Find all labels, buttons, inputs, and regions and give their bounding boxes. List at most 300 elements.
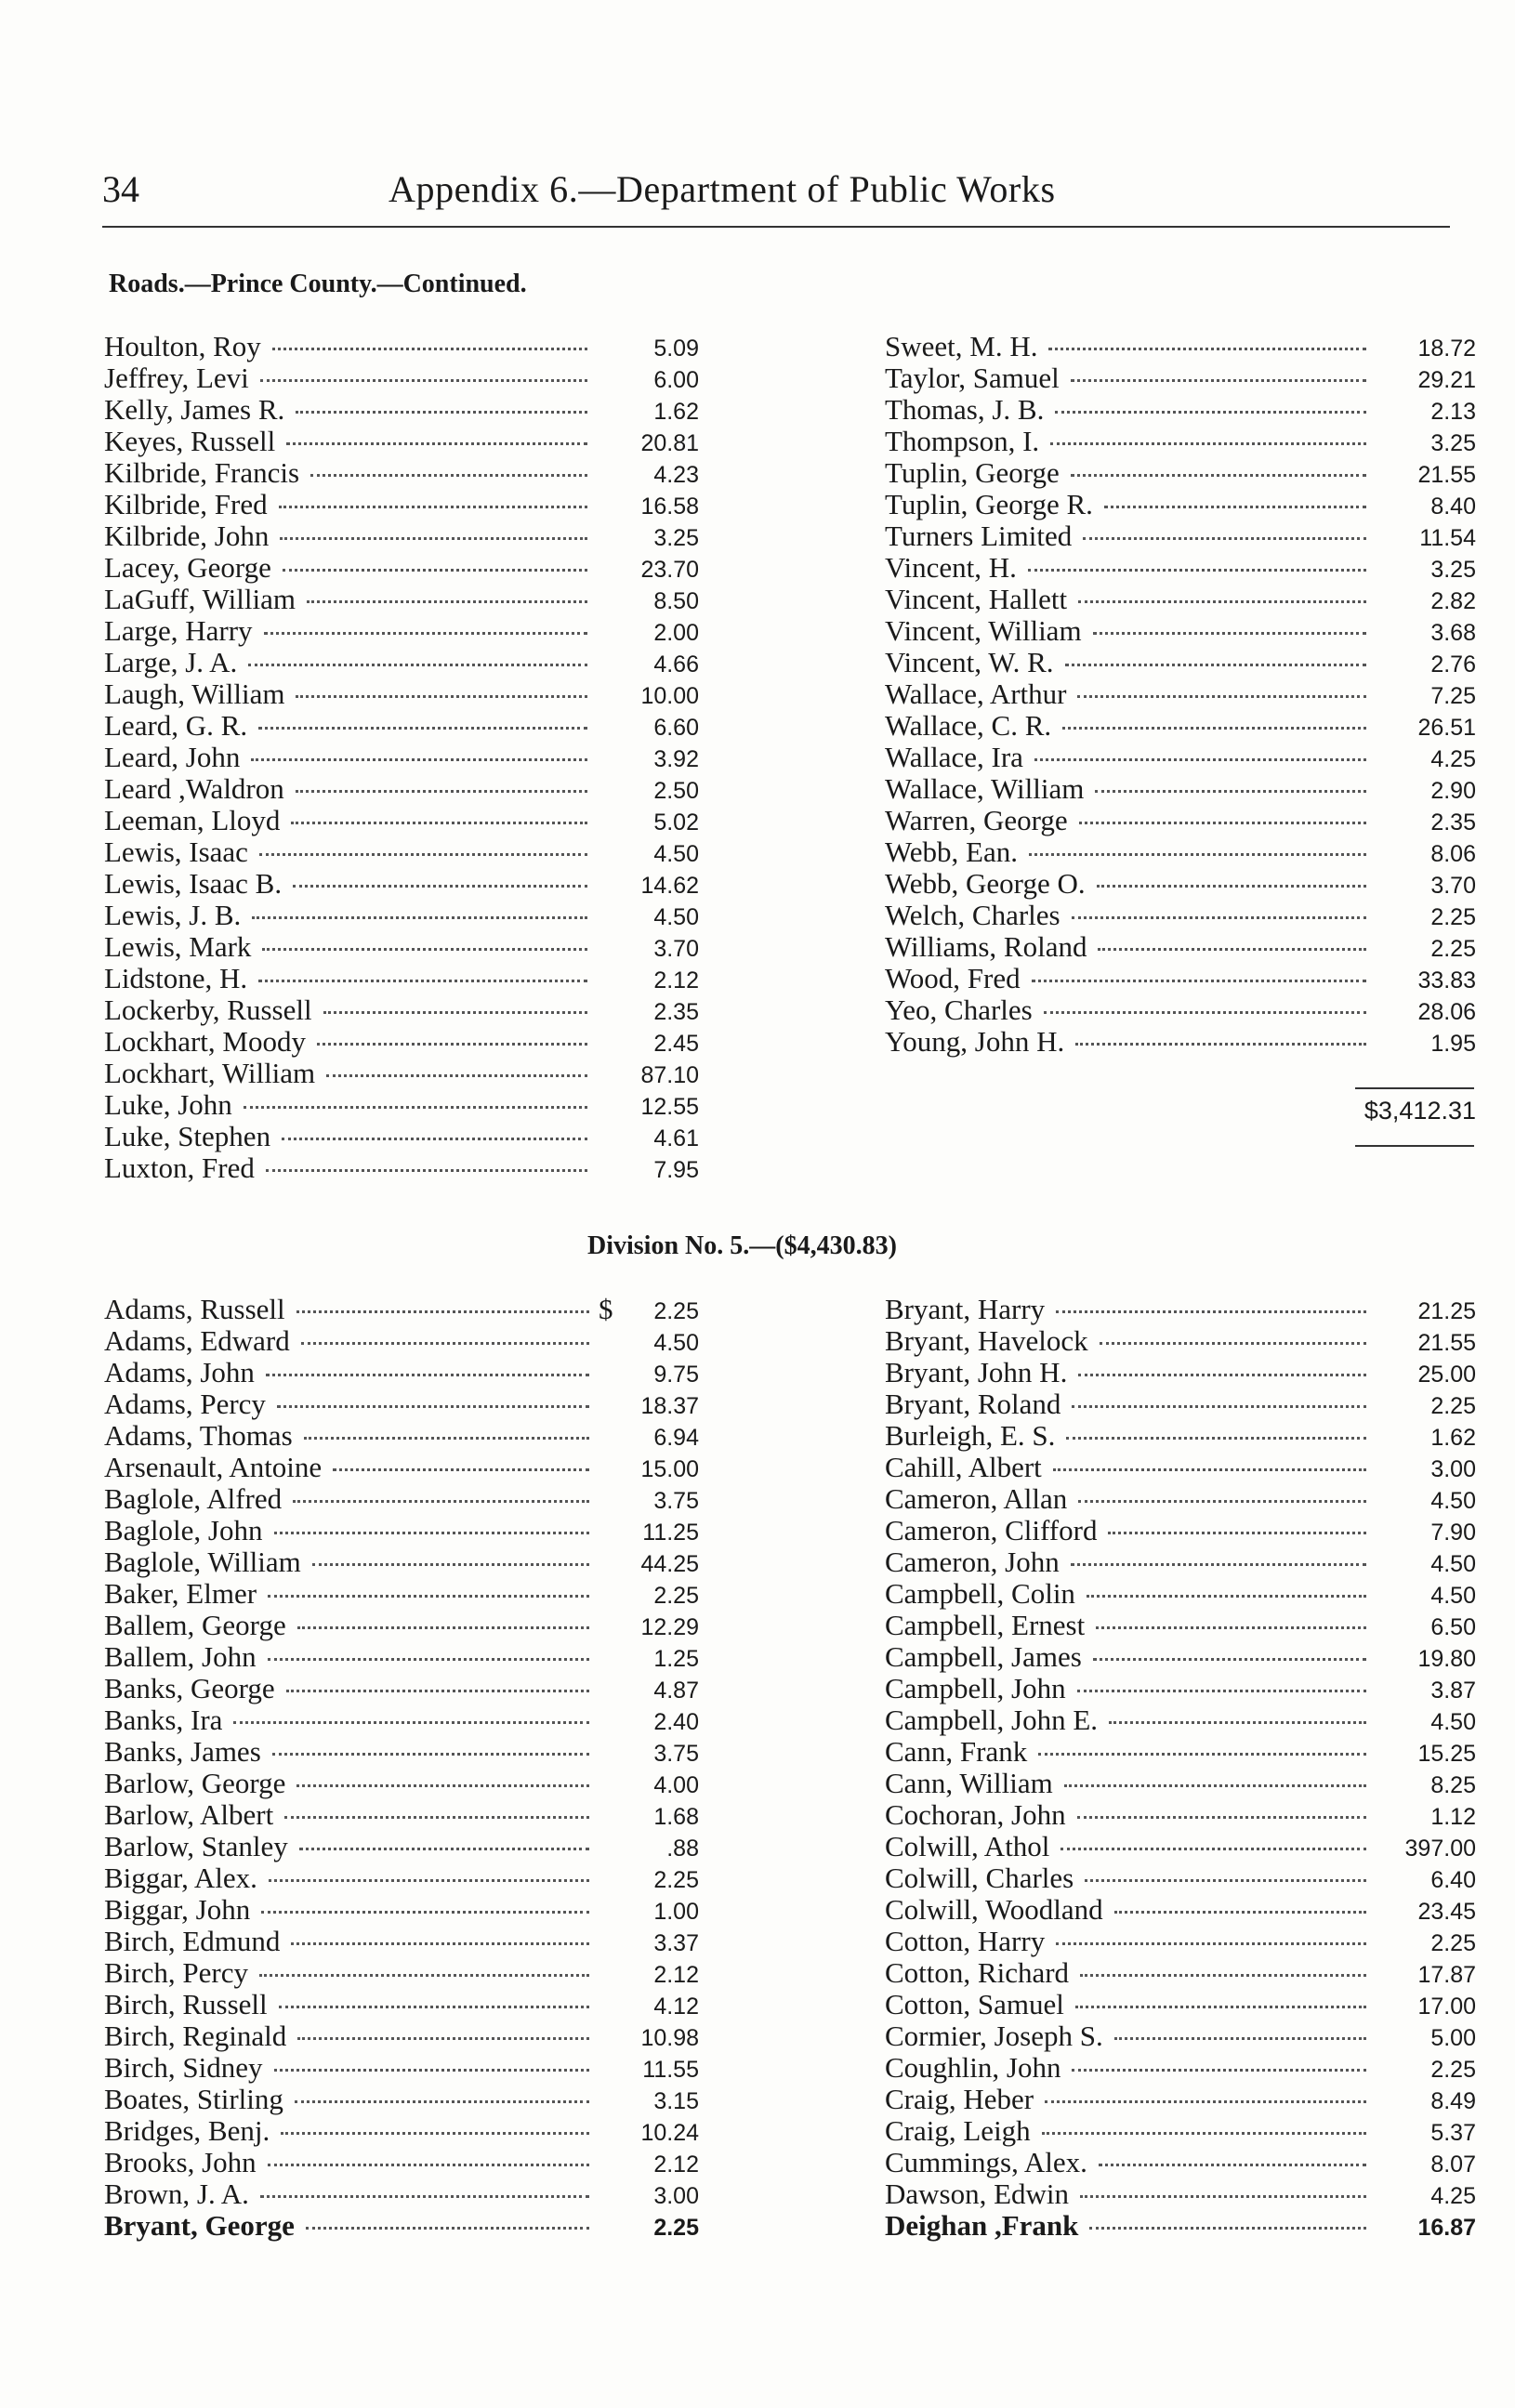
payee-name: Tuplin, George R.: [885, 489, 1093, 520]
dot-leader: [268, 2164, 589, 2166]
payee-name: Lacey, George: [104, 552, 271, 584]
payment-amount: 2.76: [1430, 651, 1476, 678]
payment-amount: 11.25: [642, 1520, 699, 1546]
dot-leader: [1029, 853, 1366, 856]
payment-amount: 1.95: [1430, 1031, 1476, 1057]
list-item: [885, 868, 1476, 900]
list-item: [885, 1294, 1476, 1325]
dot-leader: [272, 348, 587, 350]
payee-name: Young, John H.: [885, 1026, 1065, 1058]
payee-name: Large, J. A.: [104, 647, 238, 678]
list-item: [104, 805, 699, 836]
list-item: [885, 900, 1476, 931]
dot-leader: [280, 537, 587, 540]
list-item: [885, 2084, 1476, 2115]
list-item: [885, 2147, 1476, 2178]
payee-name: Webb, Ean.: [885, 836, 1018, 868]
payment-amount: 3.70: [653, 936, 699, 962]
list-item: [104, 1673, 699, 1704]
dot-leader: [307, 600, 587, 603]
payment-amount: 19.80: [1417, 1646, 1476, 1672]
payment-amount: 10.00: [640, 683, 699, 709]
dot-leader: [251, 758, 587, 761]
payment-amount: 2.40: [653, 1709, 699, 1735]
list-item: [104, 1926, 699, 1957]
list-item: [885, 2020, 1476, 2052]
dot-leader: [1042, 2132, 1366, 2135]
payee-name: Birch, Percy: [104, 1957, 248, 1989]
payee-name: Cann, William: [885, 1768, 1053, 1799]
payee-name: Lewis, Isaac: [104, 836, 248, 868]
payee-name: LaGuff, William: [104, 584, 296, 615]
payee-name: Cameron, Allan: [885, 1483, 1068, 1515]
running-title: Appendix 6.—Department of Public Works: [389, 168, 1056, 210]
list-item: [104, 552, 699, 584]
payee-name: Lockhart, William: [104, 1058, 316, 1089]
dot-leader: [266, 1169, 587, 1172]
list-item: [104, 615, 699, 647]
list-item: [885, 1799, 1476, 1831]
dot-leader: [281, 2132, 589, 2135]
payee-name: Thompson, I.: [885, 426, 1040, 457]
payment-amount: 4.50: [653, 1330, 699, 1356]
dot-leader: [268, 1658, 589, 1661]
payee-name: Dawson, Edwin: [885, 2178, 1070, 2210]
list-item: [885, 1546, 1476, 1578]
dot-leader: [244, 1106, 587, 1109]
list-item: [885, 1325, 1476, 1357]
payment-amount: 18.72: [1417, 336, 1476, 362]
list-item: [104, 1388, 699, 1420]
payment-amount: 8.06: [1430, 841, 1476, 867]
payment-amount: 1.68: [653, 1804, 699, 1830]
list-item: [104, 2115, 699, 2147]
list-item: [885, 1673, 1476, 1704]
list-item: [885, 520, 1476, 552]
list-item: [885, 1026, 1476, 1058]
list-item: [885, 1388, 1476, 1420]
payment-amount: 7.90: [1430, 1520, 1476, 1546]
dot-leader: [1072, 1405, 1366, 1408]
payee-name: Banks, George: [104, 1673, 275, 1704]
payment-amount: 4.25: [1430, 746, 1476, 772]
payee-name: Leard, John: [104, 742, 241, 773]
list-item: [104, 1515, 699, 1546]
dot-leader: [1075, 2006, 1366, 2008]
payment-amount: 2.25: [1430, 936, 1476, 962]
dot-leader: [1072, 2069, 1366, 2072]
list-item: [885, 584, 1476, 615]
list-item: [885, 805, 1476, 836]
payment-amount: 3.92: [653, 746, 699, 772]
list-item: [885, 836, 1476, 868]
list-item: [885, 2178, 1476, 2210]
payment-amount: 2.90: [1430, 778, 1476, 804]
dot-leader: [274, 1532, 590, 1534]
payee-name: Yeo, Charles: [885, 994, 1033, 1026]
dot-leader: [1045, 2100, 1366, 2103]
list-item: [104, 1089, 699, 1121]
dot-leader: [296, 1310, 589, 1313]
dot-leader: [297, 1626, 589, 1629]
payment-amount: 397.00: [1404, 1836, 1476, 1862]
list-item: [104, 1357, 699, 1388]
dot-leader: [291, 822, 587, 824]
payee-name: Kelly, James R.: [104, 394, 285, 426]
payment-amount: 4.00: [653, 1772, 699, 1798]
payee-name: Bryant, John H.: [885, 1357, 1068, 1388]
list-item: [885, 2115, 1476, 2147]
payment-amount: 3.25: [1430, 430, 1476, 456]
list-item: [104, 1546, 699, 1578]
dot-leader: [259, 853, 587, 856]
payee-name: Brooks, John: [104, 2147, 257, 2178]
payee-name: Baker, Elmer: [104, 1578, 257, 1610]
list-item: [885, 963, 1476, 994]
payee-name: Leard, G. R.: [104, 710, 248, 742]
total-rule-top: [1355, 1087, 1474, 1089]
list-item: [104, 584, 699, 615]
payment-amount: 17.00: [1417, 1994, 1476, 2020]
payment-amount: 8.49: [1430, 2088, 1476, 2114]
dot-leader: [1078, 1374, 1366, 1376]
dot-leader: [1075, 1043, 1366, 1046]
dot-leader: [1099, 2164, 1366, 2166]
payee-name: Sweet, M. H.: [885, 331, 1038, 362]
payee-name: Jeffrey, Levi: [104, 362, 249, 394]
payee-name: Laugh, William: [104, 678, 285, 710]
dot-leader: [296, 790, 587, 793]
payment-amount: 28.06: [1417, 999, 1476, 1025]
payment-amount: 15.25: [1417, 1741, 1476, 1767]
dot-leader: [266, 1374, 589, 1376]
dot-leader: [262, 948, 587, 951]
payee-name: Vincent, W. R.: [885, 647, 1054, 678]
list-item: [104, 489, 699, 520]
payment-amount: 20.81: [640, 430, 699, 456]
payee-name: Cann, Frank: [885, 1736, 1028, 1768]
dot-leader: [1077, 695, 1366, 698]
payee-name: Birch, Reginald: [104, 2020, 287, 2052]
list-item: [104, 2084, 699, 2115]
dot-leader: [258, 727, 587, 730]
payee-name: Adams, Edward: [104, 1325, 290, 1357]
payee-name: Barlow, George: [104, 1768, 286, 1799]
dot-leader: [286, 1690, 589, 1692]
payment-amount: 3.70: [1430, 873, 1476, 899]
payee-name: Wallace, C. R.: [885, 710, 1052, 742]
payment-amount: 10.24: [640, 2120, 699, 2146]
list-item: [885, 1831, 1476, 1862]
payee-name: Luke, John: [104, 1089, 232, 1121]
dot-leader: [296, 411, 587, 414]
payee-name: Craig, Leigh: [885, 2115, 1031, 2147]
payment-amount: 5.02: [653, 809, 699, 836]
payment-amount: 7.95: [653, 1157, 699, 1183]
payment-amount: 3.75: [653, 1488, 699, 1514]
payee-name: Campbell, Ernest: [885, 1610, 1086, 1641]
dot-leader: [1055, 411, 1366, 414]
dot-leader: [264, 632, 587, 635]
header-rule: [102, 226, 1450, 228]
payee-name: Houlton, Roy: [104, 331, 261, 362]
payee-name: Cahill, Albert: [885, 1452, 1042, 1483]
dot-leader: [1050, 442, 1366, 445]
payment-amount: 3.15: [653, 2088, 699, 2114]
payment-amount: 1.00: [653, 1899, 699, 1925]
list-item: [885, 1610, 1476, 1641]
list-item: [885, 1515, 1476, 1546]
payee-name: Colwill, Charles: [885, 1862, 1074, 1894]
payment-amount: 5.37: [1430, 2120, 1476, 2146]
payee-name: Banks, James: [104, 1736, 261, 1768]
payee-name: Ballem, John: [104, 1641, 257, 1673]
total-rule-bottom: [1355, 1145, 1474, 1147]
payee-name: Kilbride, John: [104, 520, 270, 552]
payment-amount: 3.25: [653, 525, 699, 551]
dot-leader: [260, 2195, 589, 2198]
payment-amount: 3.75: [653, 1741, 699, 1767]
dot-leader: [1104, 506, 1366, 508]
dot-leader: [284, 1816, 589, 1819]
dot-leader: [1077, 1690, 1366, 1692]
payment-amount: 16.87: [1417, 2215, 1476, 2241]
list-item: [885, 1957, 1476, 1989]
dot-leader: [1100, 1342, 1366, 1345]
payee-name: Warren, George: [885, 805, 1068, 836]
payee-name: Bryant, Roland: [885, 1388, 1061, 1420]
payment-amount: 2.25: [1430, 1393, 1476, 1419]
list-item: [885, 1641, 1476, 1673]
dot-leader: [333, 1468, 589, 1471]
dot-leader: [1071, 474, 1366, 477]
payee-name: Lewis, Mark: [104, 931, 252, 963]
payee-name: Leard ,Waldron: [104, 773, 284, 805]
payee-name: Cameron, John: [885, 1546, 1060, 1578]
payee-name: Deighan ,Frank: [885, 2210, 1079, 2242]
list-item: [885, 552, 1476, 584]
payment-amount: 4.66: [653, 651, 699, 678]
left-column-2: [104, 1294, 699, 2242]
payment-amount: 3.68: [1430, 620, 1476, 646]
section-title: Roads.—Prince County.—Continued.: [109, 270, 527, 298]
list-item: [885, 1926, 1476, 1957]
list-item: [104, 2020, 699, 2052]
list-item: [104, 1058, 699, 1089]
payee-name: Adams, Thomas: [104, 1420, 293, 1452]
dot-leader: [269, 1879, 589, 1882]
dot-leader: [310, 474, 587, 477]
payee-name: Lewis, J. B.: [104, 900, 242, 931]
list-item: [885, 1704, 1476, 1736]
dot-leader: [291, 1942, 589, 1945]
dot-leader: [1098, 948, 1366, 951]
payee-name: Cotton, Harry: [885, 1926, 1046, 1957]
list-item: [885, 710, 1476, 742]
payee-name: Tuplin, George: [885, 457, 1060, 489]
payee-name: Banks, Ira: [104, 1704, 223, 1736]
payment-amount: 2.50: [653, 778, 699, 804]
list-item: [104, 1799, 699, 1831]
dot-leader: [296, 695, 587, 698]
dot-leader: [1056, 1310, 1366, 1313]
payee-name: Cummings, Alex.: [885, 2147, 1087, 2178]
list-item: [885, 1357, 1476, 1388]
list-item: [104, 1483, 699, 1515]
list-item: [104, 1768, 699, 1799]
list-item: [885, 362, 1476, 394]
payee-name: Thomas, J. B.: [885, 394, 1045, 426]
dot-leader: [1083, 537, 1366, 540]
payee-name: Vincent, William: [885, 615, 1082, 647]
list-item: [885, 931, 1476, 963]
list-item: [885, 1452, 1476, 1483]
payment-amount: 2.25: [1430, 904, 1476, 930]
list-item: [104, 457, 699, 489]
dot-leader: [282, 1138, 587, 1140]
dot-leader: [317, 1043, 587, 1046]
payee-name: Brown, J. A.: [104, 2178, 249, 2210]
dot-leader: [252, 916, 587, 919]
list-item: [885, 457, 1476, 489]
dot-leader: [248, 664, 587, 666]
payment-amount: 4.12: [653, 1994, 699, 2020]
dot-leader: [260, 379, 587, 382]
payee-name: Barlow, Albert: [104, 1799, 274, 1831]
dot-leader: [258, 980, 587, 982]
list-item: [885, 1736, 1476, 1768]
dot-leader: [312, 1563, 589, 1566]
dot-leader: [1048, 348, 1366, 350]
list-item: [885, 1578, 1476, 1610]
payee-name: Adams, John: [104, 1357, 255, 1388]
payee-name: Kilbride, Francis: [104, 457, 300, 489]
payment-amount: 4.61: [653, 1125, 699, 1151]
payment-amount: 11.54: [1419, 525, 1476, 551]
list-item: [104, 900, 699, 931]
payment-amount: 2.25: [653, 2215, 699, 2241]
list-item: [104, 710, 699, 742]
payee-name: Wallace, William: [885, 773, 1085, 805]
payment-amount: 33.83: [1417, 967, 1476, 993]
payment-amount: 17.87: [1417, 1962, 1476, 1988]
payee-name: Cotton, Samuel: [885, 1989, 1064, 2020]
dot-leader: [1028, 569, 1366, 572]
list-item: [885, 394, 1476, 426]
dot-leader: [306, 2227, 589, 2230]
payee-name: Lockerby, Russell: [104, 994, 312, 1026]
dot-leader: [1078, 1500, 1366, 1503]
list-item: [104, 331, 699, 362]
payment-amount: .88: [666, 1836, 699, 1862]
dot-leader: [1114, 1911, 1366, 1914]
dot-leader: [1071, 1563, 1366, 1566]
dot-leader: [1034, 758, 1366, 761]
payment-amount: 6.60: [653, 715, 699, 741]
dot-leader: [1062, 727, 1366, 730]
payment-amount: 4.50: [1430, 1709, 1476, 1735]
payment-amount: 2.25: [1430, 2057, 1476, 2083]
list-item: [104, 1610, 699, 1641]
payee-name: Barlow, Stanley: [104, 1831, 288, 1862]
payment-amount: 3.87: [1430, 1678, 1476, 1704]
payment-amount: 2.13: [1430, 399, 1476, 425]
payment-amount: 10.98: [640, 2025, 699, 2051]
payee-name: Bryant, Havelock: [885, 1325, 1088, 1357]
list-item: [885, 994, 1476, 1026]
list-item: [104, 931, 699, 963]
list-item: [104, 963, 699, 994]
payment-amount: 2.12: [653, 2151, 699, 2178]
dot-leader: [233, 1721, 589, 1724]
list-item: [885, 2210, 1476, 2242]
list-item: [104, 1294, 699, 1325]
list-item: [104, 2210, 699, 2242]
list-item: [104, 1452, 699, 1483]
payment-amount: 26.51: [1417, 715, 1476, 741]
dot-leader: [301, 1342, 589, 1345]
list-item: [885, 678, 1476, 710]
payment-amount: 5.00: [1430, 2025, 1476, 2051]
payee-name: Baglole, Alfred: [104, 1483, 283, 1515]
list-item: [104, 2052, 699, 2084]
list-item: [104, 1736, 699, 1768]
left-column-1: [104, 331, 699, 1184]
payment-amount: 1.25: [653, 1646, 699, 1672]
list-item: [104, 394, 699, 426]
payment-amount: 4.50: [653, 904, 699, 930]
payment-amount: 4.23: [653, 462, 699, 488]
dot-leader: [1109, 1721, 1366, 1724]
list-item: [104, 1152, 699, 1184]
payee-name: Welch, Charles: [885, 900, 1060, 931]
dot-leader: [1066, 1437, 1366, 1440]
payee-name: Turners Limited: [885, 520, 1073, 552]
list-item: [104, 742, 699, 773]
list-item: [885, 1483, 1476, 1515]
payment-amount: 7.25: [1430, 683, 1476, 709]
payee-name: Colwill, Woodland: [885, 1894, 1103, 1926]
dot-leader: [1032, 980, 1366, 982]
dot-leader: [293, 1500, 589, 1503]
dot-leader: [326, 1074, 587, 1077]
payee-name: Burleigh, E. S.: [885, 1420, 1056, 1452]
payment-amount: 44.25: [640, 1551, 699, 1577]
payment-amount: 4.50: [653, 841, 699, 867]
payee-name: Coughlin, John: [885, 2052, 1061, 2084]
right-column-2: [885, 1294, 1476, 2242]
list-item: [104, 868, 699, 900]
payment-amount: 1.12: [1430, 1804, 1476, 1830]
list-item: [104, 1989, 699, 2020]
payment-amount: 15.00: [640, 1456, 699, 1482]
list-item: [885, 1862, 1476, 1894]
list-item: [104, 1420, 699, 1452]
payee-name: Campbell, Colin: [885, 1578, 1075, 1610]
dot-leader: [1064, 1784, 1366, 1787]
payee-name: Campbell, John: [885, 1673, 1066, 1704]
list-item: [885, 647, 1476, 678]
dot-leader: [1053, 1468, 1366, 1471]
dot-leader: [1072, 916, 1366, 919]
dot-leader: [272, 1753, 589, 1756]
list-item: [885, 489, 1476, 520]
payment-amount: 4.50: [1430, 1583, 1476, 1609]
payment-amount: 2.25: [653, 1298, 699, 1324]
payment-amount: 12.55: [640, 1094, 699, 1120]
payee-name: Vincent, Hallett: [885, 584, 1068, 615]
page-header: [102, 167, 1487, 223]
